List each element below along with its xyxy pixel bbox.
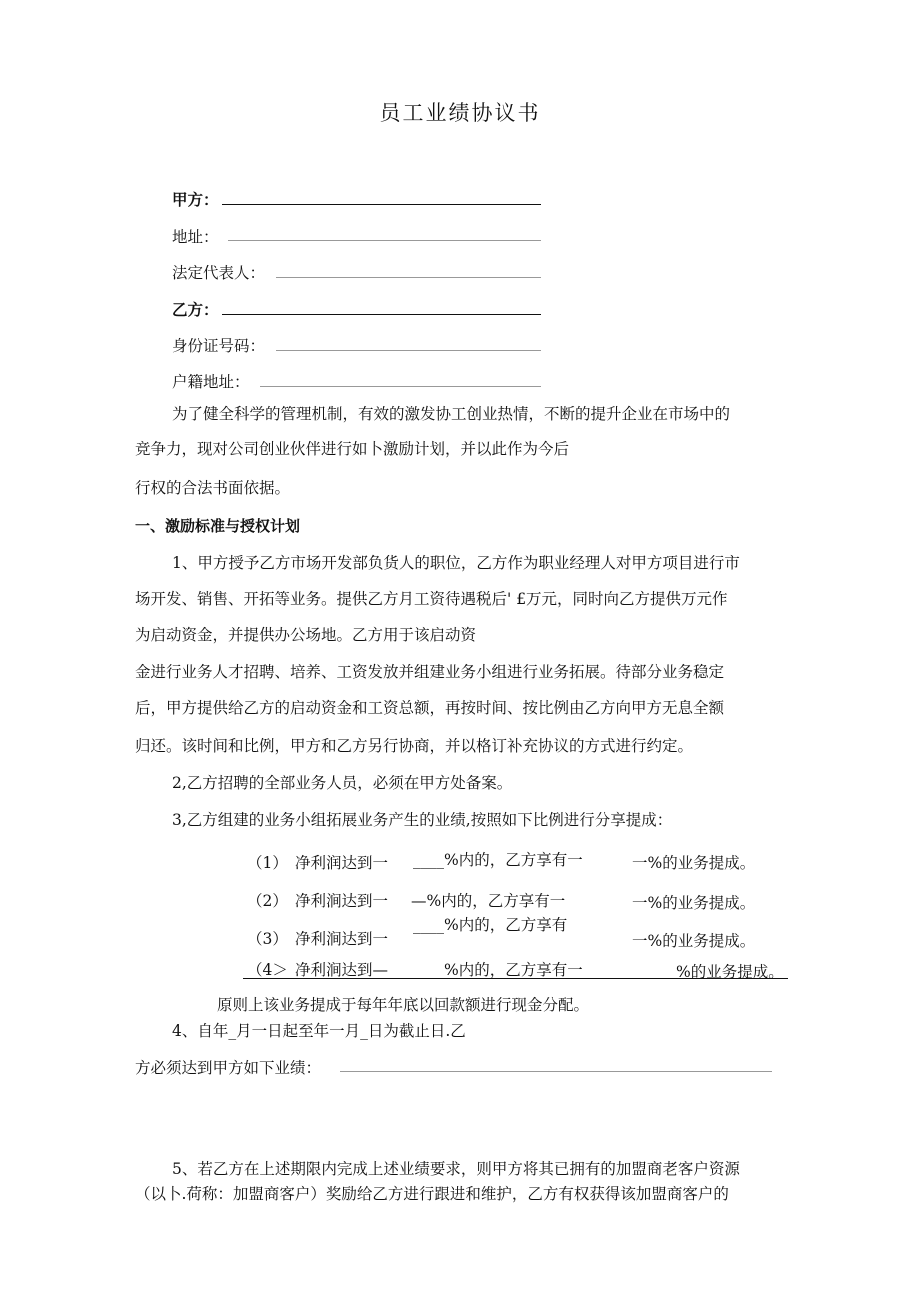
household-address-blank [260, 386, 541, 387]
tier-1-tail: 一%的业务提成。 [632, 854, 756, 872]
clause-3: 3,乙方组建的业务小组拓展业务产生的业绩,按照如下比例进行分享提成： [172, 811, 673, 829]
tier-1-num: （1） [247, 854, 288, 872]
tier-4-tail: %的业务提成。 [676, 963, 784, 981]
tier-4-label: 净利涧达到— [295, 961, 389, 979]
intro-line-3: 行权的合法书面依据。 [135, 479, 291, 497]
tier-1-label: 净利润达到一 [295, 854, 389, 872]
tier-2-num: （2） [247, 892, 288, 910]
tier-1-mid: ____%内的，乙方享有一 [413, 851, 583, 869]
tier-2-mid: —%内的，乙方享有一 [411, 892, 566, 910]
tier-2-label: 净利涧达到一 [295, 892, 389, 910]
address-blank [228, 240, 541, 241]
tier-4-mid: ____%内的，乙方享有一 [413, 961, 583, 979]
tier-4-num: （4＞ [247, 961, 288, 979]
intro-line-2: 竞争力，现对公司创业伙伴进行如卜激励计划，并以此作为今后 [135, 440, 570, 458]
clause-1-line-3: 为启动资金，并提供办公场地。乙方用于该启动资 [135, 626, 477, 644]
address-label: 地址： [172, 228, 219, 246]
document-title: 员工业绩协议书 [379, 101, 541, 125]
id-number-blank [276, 350, 541, 351]
clause-1-line-1: 1、甲方授予乙方市场开发部负货人的职位，乙方作为职业经理人对甲方项目进行市 [172, 554, 740, 572]
intro-line-1: 为了健全科学的管理机制，有效的激发协工创业热情，不断的提升企业在市场中的 [172, 405, 731, 423]
household-address-label: 户籍地址： [172, 373, 250, 391]
party-a-blank [222, 204, 541, 205]
clause-5-line-2: （以卜.荷称：加盟商客户）奖励给乙方进行跟进和维护，乙方有权获得该加盟商客户的 [135, 1185, 729, 1203]
clause-1-line-2: 场开发、销售、开拓等业务。提供乙方月工资待遇税后' £万元，同时向乙方提供万元作 [135, 590, 728, 608]
clause-4-line-1: 4、自年_月一日起至年一月_日为截止日.乙 [172, 1022, 466, 1040]
id-number-label: 身份证号码： [172, 337, 266, 355]
party-b-label: 乙方： [172, 301, 219, 319]
tier-3-tail: 一%的业务提成。 [632, 932, 756, 950]
clause-4-line-2: 方必须达到甲方如下业绩： [135, 1059, 322, 1077]
performance-blank [340, 1071, 772, 1072]
legal-rep-label: 法定代表人： [172, 264, 266, 282]
clause-1-line-4: 金进行业务人才招聘、培养、工资发放并组建业务小组进行业务拓展。待部分业务稳定 [135, 663, 725, 681]
tier-2-tail: 一%的业务提成。 [632, 894, 756, 912]
party-a-label: 甲方： [172, 191, 219, 209]
tier-3-num: （3） [247, 930, 288, 948]
clause-5-line-1: 5、若乙方在上述期限内完成上述业绩要求，则甲方将其已拥有的加盟商老客户资源 [172, 1160, 740, 1178]
tier-3-mid: ____%内的，乙方享有 [413, 916, 568, 934]
tier-3-label: 净利涧达到一 [295, 930, 389, 948]
section-1-heading: 一、激励标准与授权计划 [135, 517, 301, 535]
clause-1-line-5: 后，甲方提供给乙方的启动资金和工资总额，再按时间、按比例由乙方向甲方无息全额 [135, 699, 725, 717]
clause-1-line-6: 归还。该时间和比例，甲方和乙方另行协商，并以格订补充协议的方式进行约定。 [135, 737, 694, 755]
clause-2: 2,乙方招聘的全部业务人员，必须在甲方处备案。 [172, 774, 513, 792]
distribution-principle: 原则上该业务提成于每年年底以回款额进行现金分配。 [217, 996, 590, 1014]
tier-table-rule [243, 978, 788, 979]
legal-rep-blank [276, 277, 541, 278]
party-b-blank [222, 314, 541, 315]
